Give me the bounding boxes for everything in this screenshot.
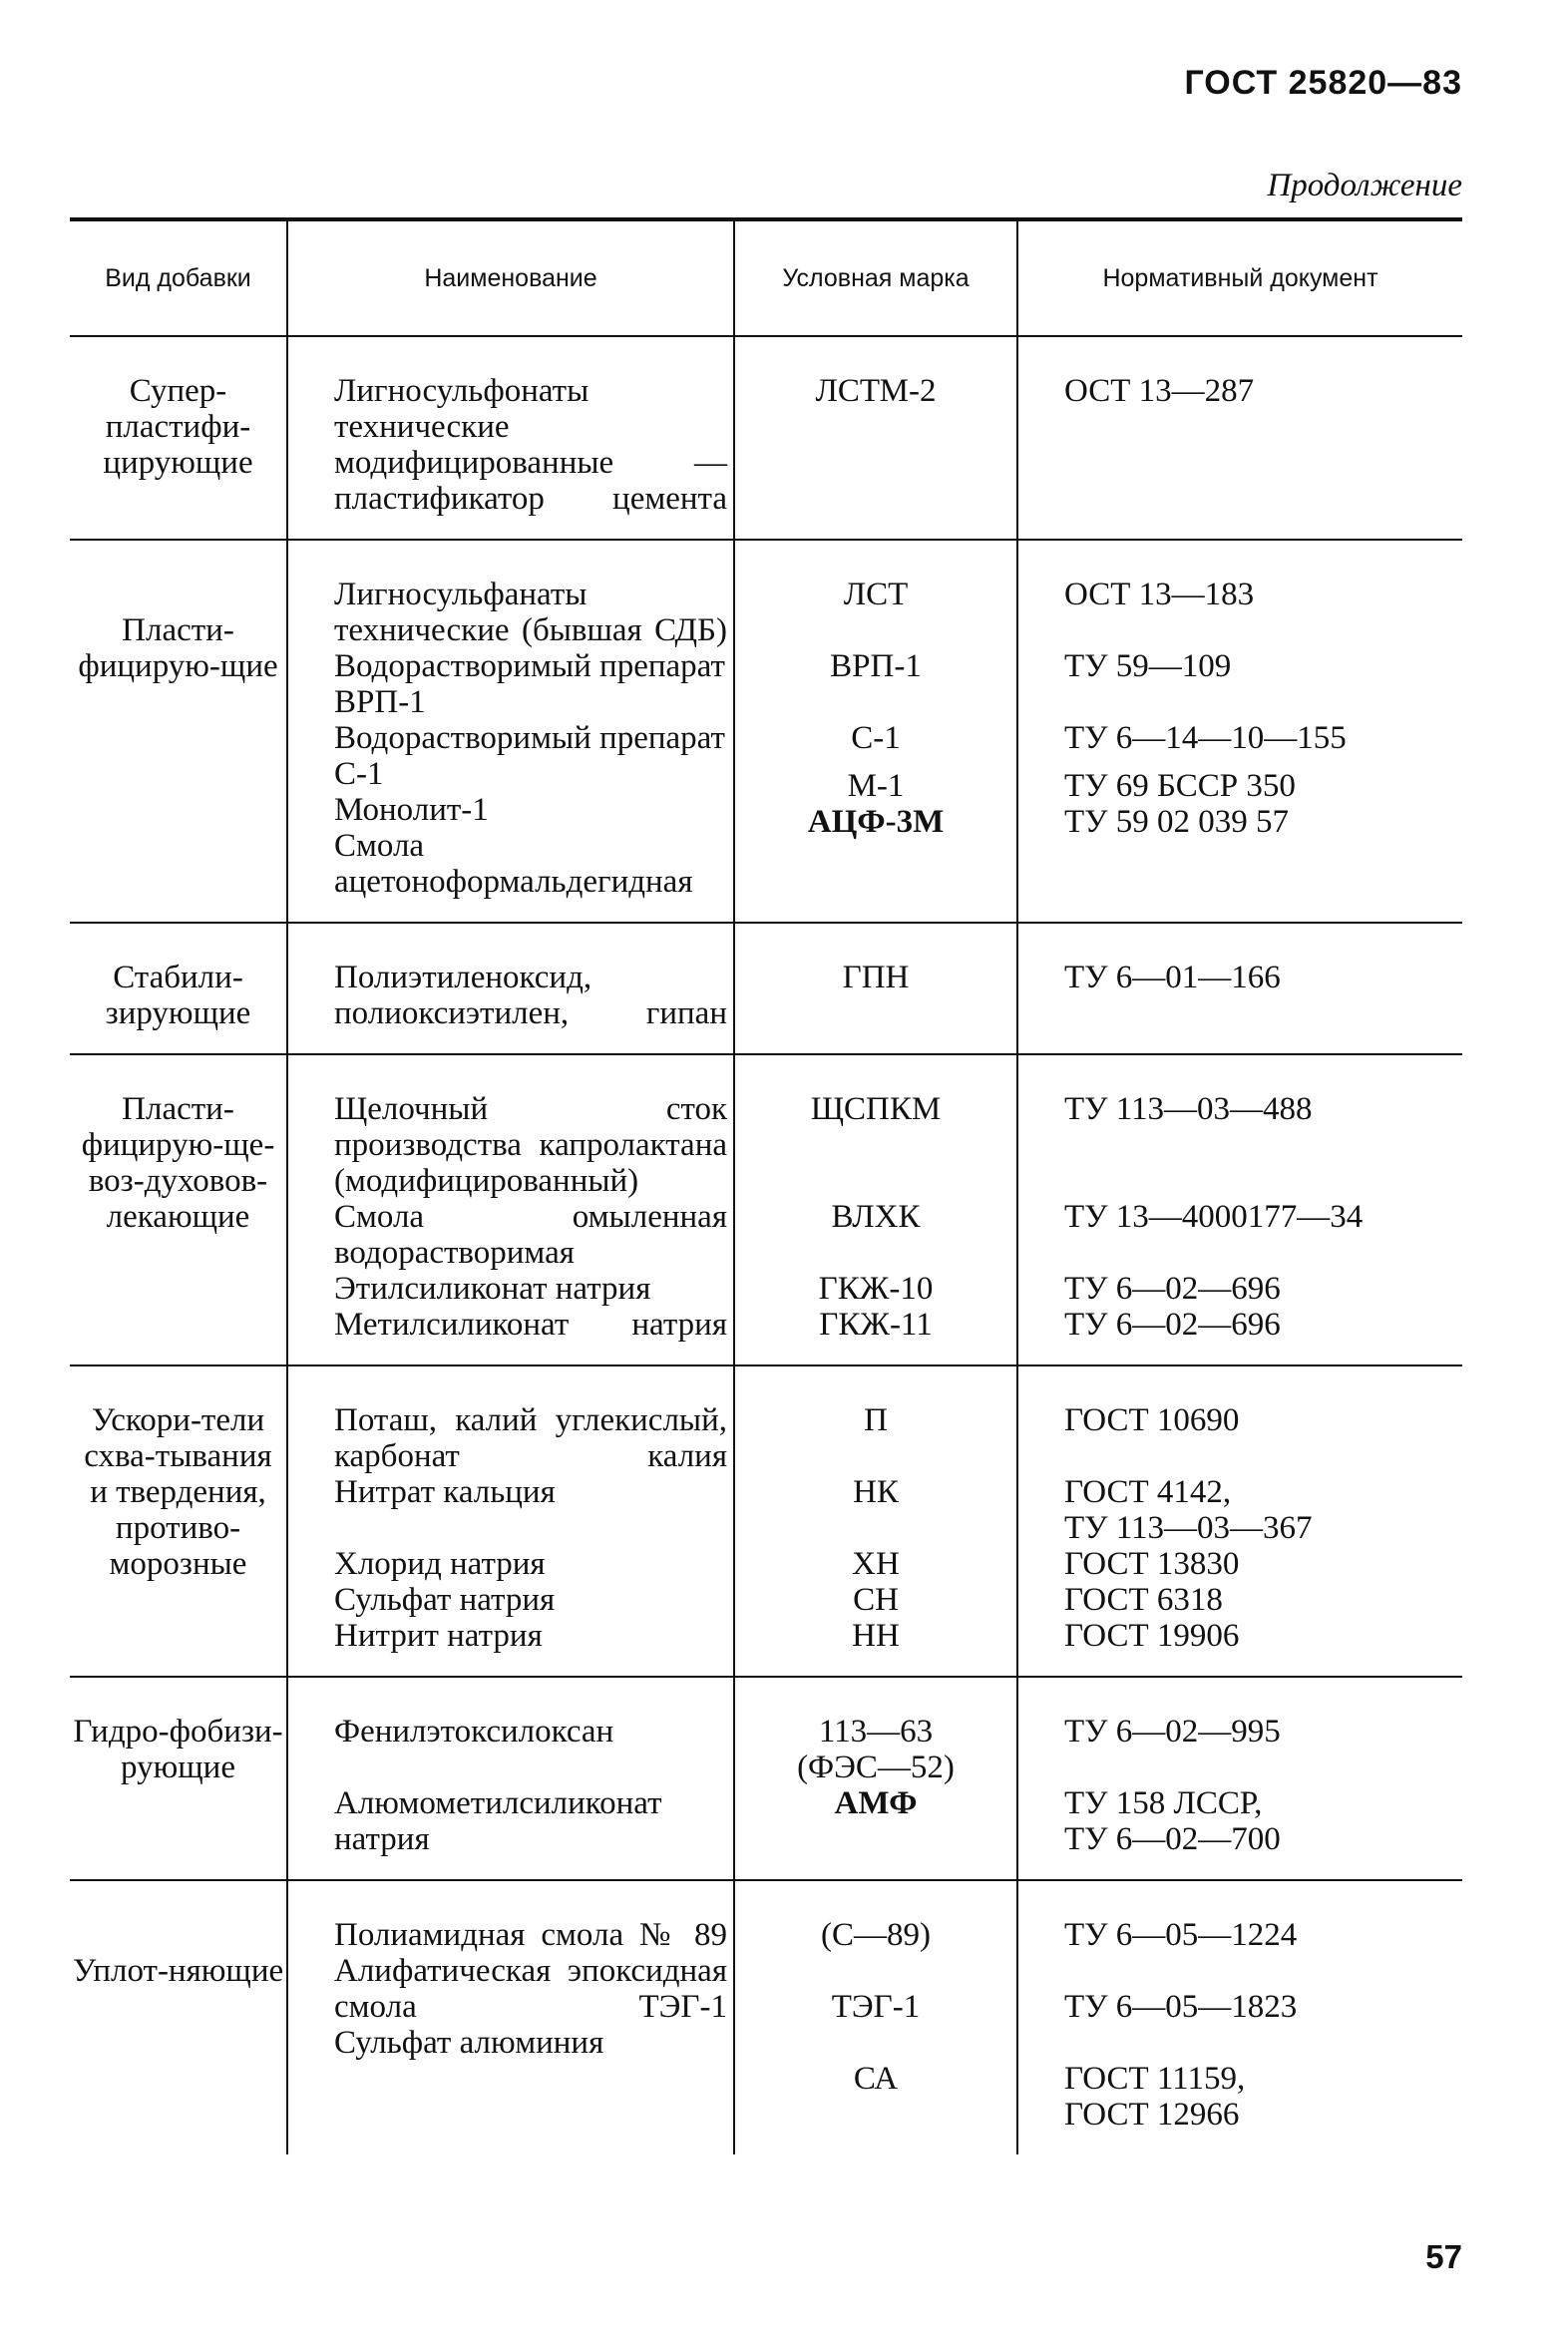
col-header-type: Вид добавки: [70, 219, 287, 336]
col-header-name: Наименование: [287, 219, 734, 336]
additive-names: [287, 1677, 734, 1880]
normative-doc: ТУ 6—14—10—155: [1064, 720, 1347, 756]
additive-name: Хлорид натрия: [334, 1546, 546, 1582]
normative-doc: ТУ 113—03—488: [1064, 1091, 1313, 1127]
table-row-hydrophobizers: [70, 1677, 1462, 1880]
additive-name: Лигносульфанаты технические (бывшая СДБ): [334, 577, 727, 648]
additive-docs: [1017, 923, 1462, 1054]
normative-doc: ГОСТ 6318: [1064, 1582, 1223, 1618]
normative-doc: ГОСТ 12966: [1064, 2097, 1240, 2133]
normative-doc: ГОСТ 10690: [1064, 1402, 1240, 1438]
additive-docs: [1017, 1677, 1462, 1880]
additive-names: [287, 1054, 734, 1365]
additive-mark: АЦФ-3М: [807, 804, 945, 840]
additive-mark: ЛСТМ-2: [815, 373, 937, 409]
additive-name: Полиэтиленоксид, полиоксиэтилен, гипан: [334, 960, 727, 1031]
additive-mark: СН: [853, 1582, 899, 1618]
additive-name: Нитрат кальция: [334, 1474, 556, 1510]
table-row-accelerators: [70, 1365, 1462, 1677]
additive-docs: [1017, 336, 1462, 540]
normative-doc: ТУ 6—02—696: [1064, 1307, 1281, 1343]
additive-names: [287, 540, 734, 923]
normative-doc: ТУ 6—05—1224: [1064, 1917, 1298, 1953]
normative-doc: ТУ 59 02 039 57: [1064, 804, 1290, 840]
normative-doc: ТУ 113—03—367: [1064, 1510, 1313, 1546]
additive-type: Стабили-зирующие: [70, 923, 287, 1054]
additives-table: [70, 217, 1462, 2154]
additive-name: Полиамидная смола № 89: [334, 1917, 727, 1953]
additive-mark: ГПН: [842, 960, 910, 995]
additive-mark: ВРП-1: [830, 648, 922, 684]
additive-name: Метилсиликонат натрия: [334, 1307, 727, 1343]
normative-doc: ТУ 158 ЛССР,: [1064, 1785, 1263, 1821]
table-row-sealants: [70, 1880, 1462, 2154]
additive-names: [287, 336, 734, 540]
additive-name: Алифатическая эпоксидная смола ТЭГ-1: [334, 1953, 727, 2025]
additive-name: Нитрит натрия: [334, 1618, 543, 1654]
additive-mark: П: [864, 1402, 888, 1438]
normative-doc: ТУ 13—4000177—34: [1064, 1199, 1364, 1235]
additive-marks: [734, 540, 1017, 923]
additive-mark: ТЭГ-1: [831, 1989, 921, 2025]
additive-marks: [734, 1677, 1017, 1880]
additives-table-wrap: [70, 217, 1462, 2154]
table-row-superplasticizers: [70, 336, 1462, 540]
normative-doc: ТУ 6—02—995: [1064, 1714, 1281, 1750]
normative-doc: ТУ 6—01—166: [1064, 960, 1281, 995]
table-row-air-entraining: [70, 1054, 1462, 1365]
table-row-plasticizers: [70, 540, 1462, 923]
additive-docs: [1017, 1365, 1462, 1677]
additive-marks: [734, 1054, 1017, 1365]
additive-name: Лигносульфонаты технические модифицированные — пластификатор цемента: [334, 373, 727, 517]
normative-doc: ТУ 6—02—700: [1064, 1821, 1281, 1857]
normative-doc: ОСТ 13—287: [1064, 373, 1255, 409]
additive-mark: НК: [853, 1474, 899, 1510]
additive-mark: АМФ: [834, 1785, 918, 1821]
standard-code: ГОСТ 25820—83: [1184, 64, 1462, 102]
table-header: [70, 219, 1462, 336]
additive-docs: [1017, 1054, 1462, 1365]
additive-mark: ЛСТ: [843, 577, 909, 612]
additive-name: Этилсиликонат натрия: [334, 1271, 651, 1307]
additive-mark: ГКЖ-10: [818, 1271, 934, 1307]
normative-doc: ОСТ 13—183: [1064, 577, 1255, 612]
normative-doc: ГОСТ 19906: [1064, 1618, 1240, 1654]
additive-name: Водорастворимый препарат ВРП-1: [334, 648, 725, 720]
additive-type: Пласти-фицирую-щие: [70, 540, 287, 923]
additive-name: Смола ацетоноформальдегидная: [334, 828, 693, 900]
additive-docs: [1017, 1880, 1462, 2154]
normative-doc: ГОСТ 11159,: [1064, 2061, 1246, 2097]
additive-mark: (С—89): [821, 1917, 931, 1953]
additive-names: [287, 1880, 734, 2154]
additive-type: Гидро-фобизи-рующие: [70, 1677, 287, 1880]
normative-doc: ТУ 59—109: [1064, 648, 1232, 684]
table-row-stabilizers: [70, 923, 1462, 1054]
additive-marks: [734, 1880, 1017, 2154]
additive-name: Алюмометилсиликонат натрия: [334, 1785, 662, 1857]
additive-mark: СА: [853, 2061, 899, 2097]
additive-mark: ВЛХК: [831, 1199, 921, 1235]
additive-mark: ХН: [852, 1546, 900, 1582]
page-number: 57: [1425, 2238, 1462, 2275]
additive-marks: [734, 1365, 1017, 1677]
normative-doc: ГОСТ 4142,: [1064, 1474, 1232, 1510]
additive-names: [287, 1365, 734, 1677]
additive-name: Смола омыленная водорастворимая: [334, 1199, 727, 1271]
additive-marks: [734, 336, 1017, 540]
additive-type: Уплот-няющие: [72, 1953, 284, 1989]
additive-name: Сульфат натрия: [334, 1582, 556, 1618]
additive-mark: (ФЭС—52): [797, 1750, 955, 1785]
additive-marks: [734, 923, 1017, 1054]
additive-type: Супер-пластифи-цирующие: [70, 336, 287, 540]
additive-mark: ГКЖ-11: [819, 1307, 933, 1343]
col-header-document: Нормативный документ: [1017, 219, 1462, 336]
additive-name: Фенилэтоксилоксан: [334, 1714, 614, 1750]
normative-doc: ТУ 6—02—696: [1064, 1271, 1281, 1307]
additive-type: Ускори-тели схва-тывания и твердения, противо-морозные: [70, 1365, 287, 1677]
additive-mark: НН: [852, 1618, 900, 1654]
col-header-mark: Условная марка: [734, 219, 1017, 336]
additive-name: Сульфат алюминия: [334, 2025, 604, 2061]
normative-doc: ТУ 6—05—1823: [1064, 1989, 1298, 2025]
additive-name: Поташ, калий углекислый, карбонат калия: [334, 1402, 727, 1474]
normative-doc: ГОСТ 13830: [1064, 1546, 1240, 1582]
additive-name: Щелочный сток производства капролактана (модифицированный): [334, 1091, 727, 1199]
additive-name: Водорастворимый препарат С-1: [334, 720, 725, 792]
continuation-label: Продолжение: [1267, 168, 1462, 203]
additive-names: [287, 923, 734, 1054]
additive-type: Пласти-фицирую-ще-воз-духовов-лекающие: [70, 1054, 287, 1365]
additive-mark: ЩСПКМ: [810, 1091, 942, 1127]
additive-mark: 113—63: [818, 1714, 934, 1750]
additive-mark: М-1: [847, 768, 905, 804]
additive-name: Монолит-1: [334, 792, 489, 828]
additive-mark: С-1: [851, 720, 901, 756]
additive-docs: [1017, 540, 1462, 923]
normative-doc: ТУ 69 БССР 350: [1064, 768, 1296, 804]
